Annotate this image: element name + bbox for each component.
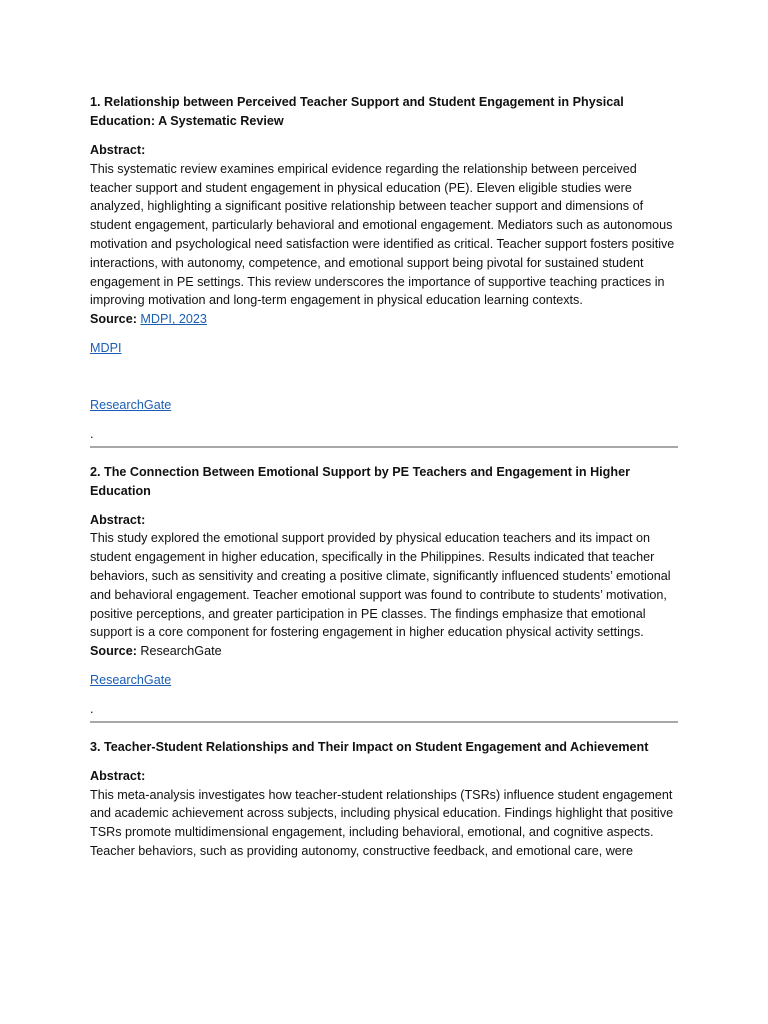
abstract-text: This meta-analysis investigates how teacher-student relationships (TSRs) influence student engagement and academic achievement across subjects, including physical education. Findings highlight that positive TSRs promote multidimensional engagement, including behavioral, emotional, and cognitive aspects. Teacher behaviors, such as providing autonomy, constructive feedback, and emotional care, were [90, 787, 674, 858]
entry-title: 3. Teacher-Student Relationships and Their Impact on Student Engagement and Achievement [90, 739, 649, 754]
trailing-period: . [90, 701, 94, 716]
source-label: Source: [90, 644, 137, 659]
section-divider [90, 721, 678, 723]
entry-title: 1. Relationship between Perceived Teacher Support and Student Engagement in Physical Education: A Systematic Review [90, 95, 624, 128]
source-label: Source: [90, 312, 137, 327]
abstract-text: This study explored the emotional support provided by physical education teachers and its impact on student engagement in higher education, specifically in the Philippines. Results indicated that teacher behaviors, such as sensitivity and creating a positive climate, significantly influenced students’ emotional and behavioral engagement. Teacher emotional support was found to contribute to students’ motivation, positive perceptions, and greater participation in PE classes. The findings emphasize that emotional support is a core component for fostering engagement in higher education physical activity settings. [90, 531, 671, 640]
blank-space [90, 358, 678, 396]
abstract-label: Abstract: [90, 512, 146, 527]
researchgate-link[interactable]: ResearchGate [90, 397, 172, 412]
section-divider [90, 446, 678, 448]
source-text: ResearchGate [140, 644, 222, 659]
researchgate-link[interactable]: ResearchGate [90, 672, 172, 687]
mdpi-link[interactable]: MDPI [90, 340, 122, 355]
link-paragraph [90, 396, 678, 415]
entry-title: 2. The Connection Between Emotional Support by PE Teachers and Engagement in Higher Education [90, 464, 630, 498]
link-paragraph [90, 671, 678, 690]
abstract-label: Abstract: [90, 768, 146, 783]
entry-1 [90, 93, 678, 448]
source-link-mdpi-2023[interactable]: MDPI, 2023 [140, 312, 207, 327]
entry-3 [90, 738, 678, 861]
entry-2 [90, 463, 678, 723]
source-line [90, 310, 678, 329]
trailing-period: . [90, 426, 94, 441]
source-line [90, 642, 678, 661]
document-page [90, 93, 678, 861]
link-paragraph [90, 339, 678, 358]
abstract-text: This systematic review examines empirical evidence regarding the relationship between perceived teacher support and student engagement in physical education (PE). Eleven eligible studies were analyzed, highlighting a significant positive relationship between teacher support and dimensions of student engagement, particularly behavioral and emotional engagement. Mediators such as autonomous motivation and psychological need satisfaction were identified as critical. Teacher support fosters positive interactions, with autonomy, competence, and emotional support being pivotal for sustained student engagement in PE settings. This review underscores the importance of supportive teaching practices in improving motivation and long-term engagement in physical education learning contexts. [90, 161, 675, 308]
abstract-label: Abstract: [90, 143, 146, 157]
